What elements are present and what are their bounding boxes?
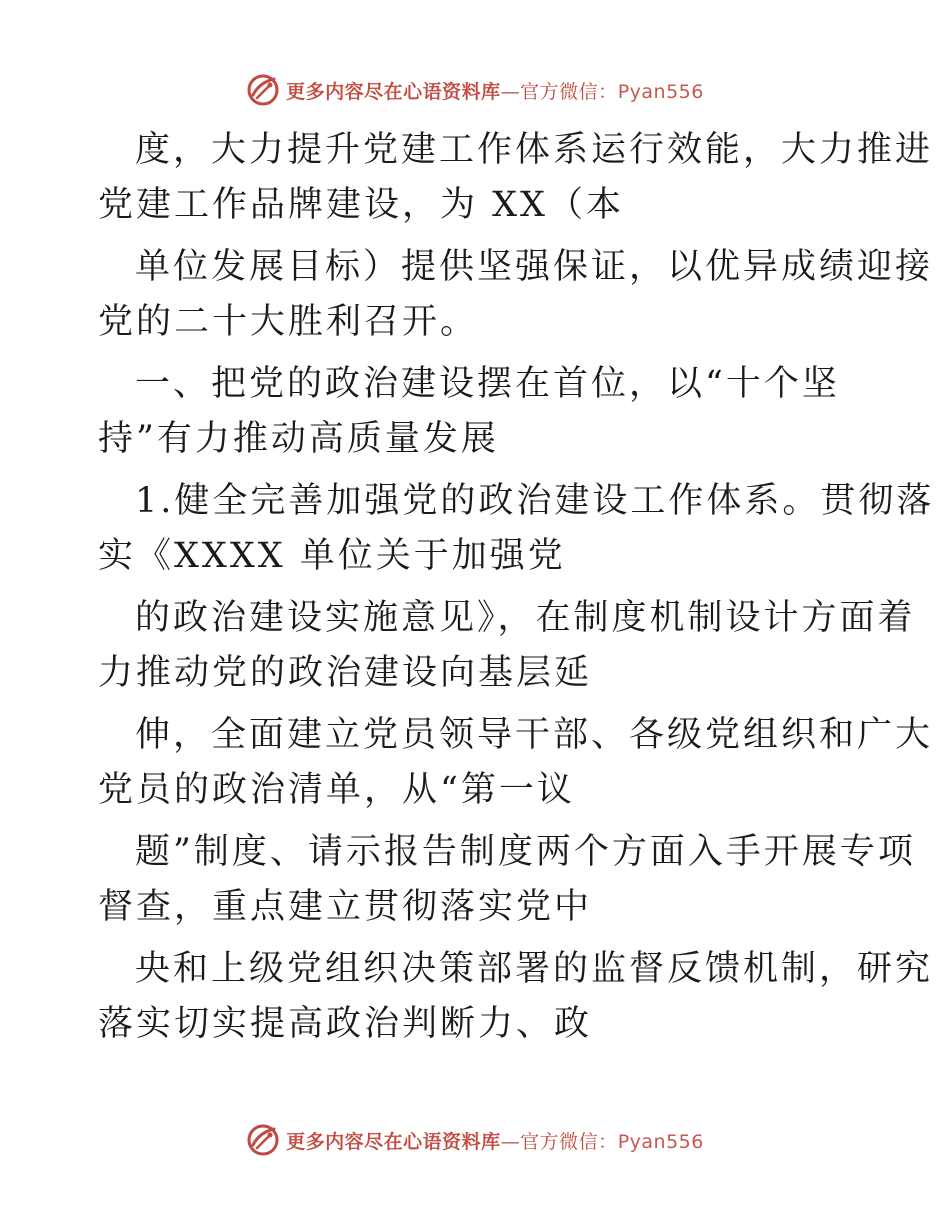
body-line: 力推动党的政治建设向基层延 xyxy=(98,653,593,693)
body-line: 实《XXXX 单位关于加强党 xyxy=(98,536,566,576)
watermark-dash: — xyxy=(500,80,521,103)
brand-logo-icon xyxy=(246,1123,280,1157)
section-heading: 一、把党的政治建设摆在首位，以“十个坚 xyxy=(135,364,840,404)
body-line: 央和上级党组织决策部署的监督反馈机制，研究 xyxy=(135,949,934,989)
body-line: 督查，重点建立贯彻落实党中 xyxy=(98,887,593,927)
watermark-label: 官方微信： xyxy=(520,1130,618,1153)
header-watermark xyxy=(0,70,950,110)
body-line: 伸，全面建立党员领导干部、各级党组织和广大 xyxy=(135,715,934,755)
body-line: 1.健全完善加强党的政治建设工作体系。贯彻落 xyxy=(135,481,935,521)
watermark-text xyxy=(286,1127,704,1154)
body-line: 度，大力提升党建工作体系运行效能，大力推进 xyxy=(135,130,934,170)
body-line: 题”制度、请示报告制度两个方面入手开展专项 xyxy=(135,832,916,872)
body-line: 落实切实提高政治判断力、政 xyxy=(98,1004,593,1044)
footer-watermark xyxy=(0,1120,950,1160)
watermark-id: Pyan556 xyxy=(617,1130,704,1153)
body-line: 党员的政治清单，从“第一议 xyxy=(98,770,575,810)
watermark-label: 官方微信： xyxy=(520,80,618,103)
watermark-brand: 更多内容尽在心语资料库 xyxy=(286,80,501,103)
watermark-brand: 更多内容尽在心语资料库 xyxy=(286,1130,501,1153)
body-line: 的政治建设实施意见》，在制度机制设计方面着 xyxy=(135,598,916,638)
body-line: 党建工作品牌建设，为 XX（本 xyxy=(98,185,624,225)
body-line: 党的二十大胜利召开。 xyxy=(98,302,479,342)
watermark-dash: — xyxy=(500,1130,521,1153)
brand-logo-icon xyxy=(246,73,280,107)
watermark-text xyxy=(286,77,704,104)
body-line: 单位发展目标）提供坚强保证，以优异成绩迎接 xyxy=(135,247,934,287)
section-heading: 持”有力推动高质量发展 xyxy=(98,419,499,459)
watermark-id: Pyan556 xyxy=(617,80,704,103)
